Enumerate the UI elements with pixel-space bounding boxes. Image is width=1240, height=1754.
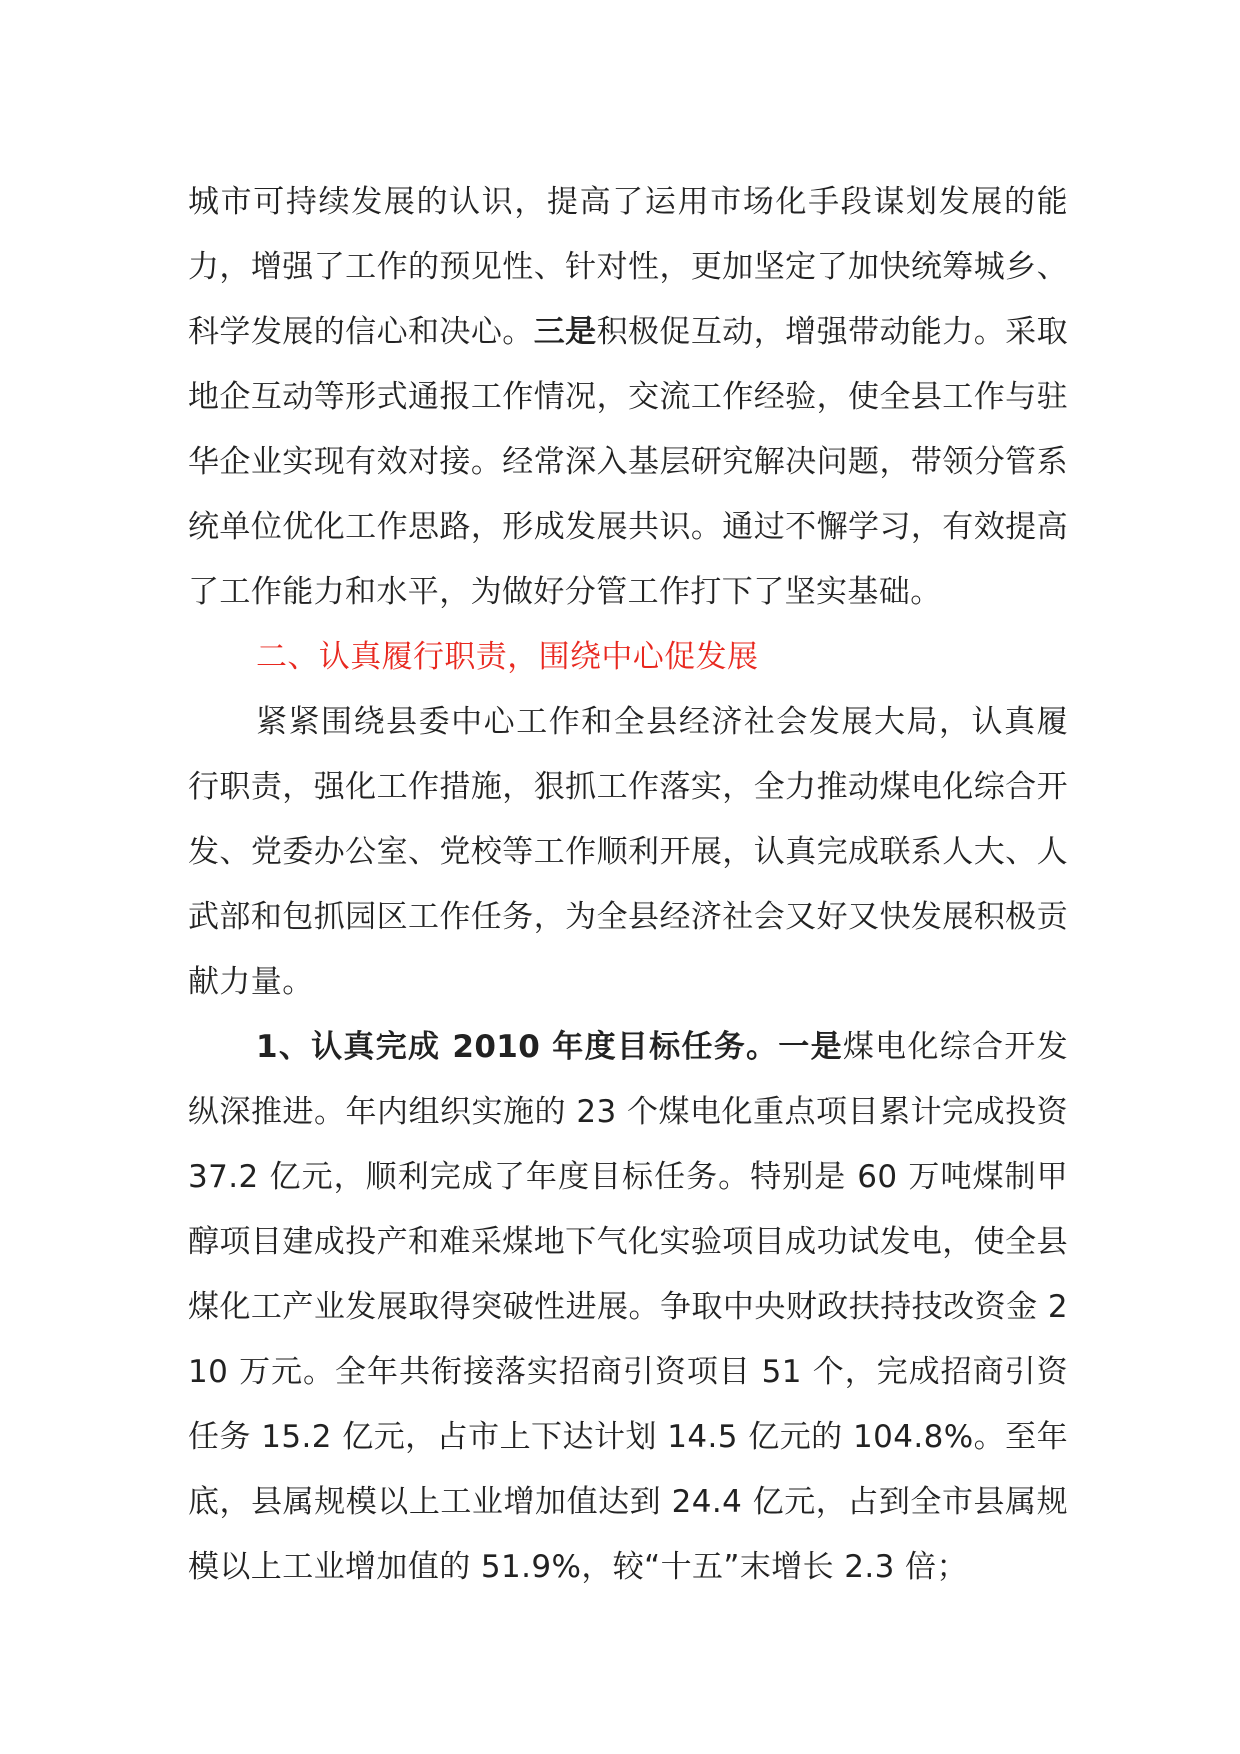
paragraph-2: 紧紧围绕县委中心工作和全县经济社会发展大局，认真履行职责，强化工作措施，狠抓工作落实，全力推动煤电化综合开发、党委办公室、党校等工作顺利开展，认真完成联系人大、人武部和包抓园区工作任务，为全县经济社会又好又快发展积极贡献力量。	[188, 704, 1068, 1000]
paragraph-1-text-b: 积极促互动，增强带动能力。采取地企互动等形式通报工作情况，交流工作经验，使全县工作与驻华企业实现有效对接。经常深入基层研究解决问题，带领分管系统单位优化工作思路，形成发展共识。通过不懈学习，有效提高了工作能力和水平，为做好分管工作打下了坚实基础。	[188, 314, 1068, 610]
section-heading: 二、认真履行职责，围绕中心促发展	[256, 639, 759, 675]
paragraph-3-text: 煤电化综合开发纵深推进。年内组织实施的 23 个煤电化重点项目累计完成投资 37.2 亿元，顺利完成了年度目标任务。特别是 60 万吨煤制甲醇项目建成投产和难采煤地下气化实验项目成功试发电，使全县煤化工产业发展取得突破性进展。争取中央财政扶持技改资金 210 万元。全年共衔接落实招商引资项目 51 个，完成招商引资任务 15.2 亿元，占市上下达计划 14.5 亿元的 104.8%。至年底，县属规模以上工业增加值达到 24.4 亿元，占到全市县属规模以上工业增加值的 51.9%，较“十五”末增长 2.3 倍；	[188, 1029, 1068, 1585]
paragraph-3-lead: 一是	[778, 1029, 843, 1065]
document-body	[188, 170, 1068, 1600]
paragraph-1	[188, 170, 1068, 625]
paragraph-3	[188, 1015, 1068, 1600]
paragraph-1-lead: 三是	[533, 314, 597, 350]
paragraph-3-title: 1、认真完成 2010 年度目标任务。	[256, 1029, 779, 1065]
paragraph-1-text-a: 城市可持续发展的认识，提高了运用市场化手段谋划发展的能力，增强了工作的预见性、针对性，更加坚定了加快统筹城乡、科学发展的信心和决心。	[188, 184, 1068, 350]
